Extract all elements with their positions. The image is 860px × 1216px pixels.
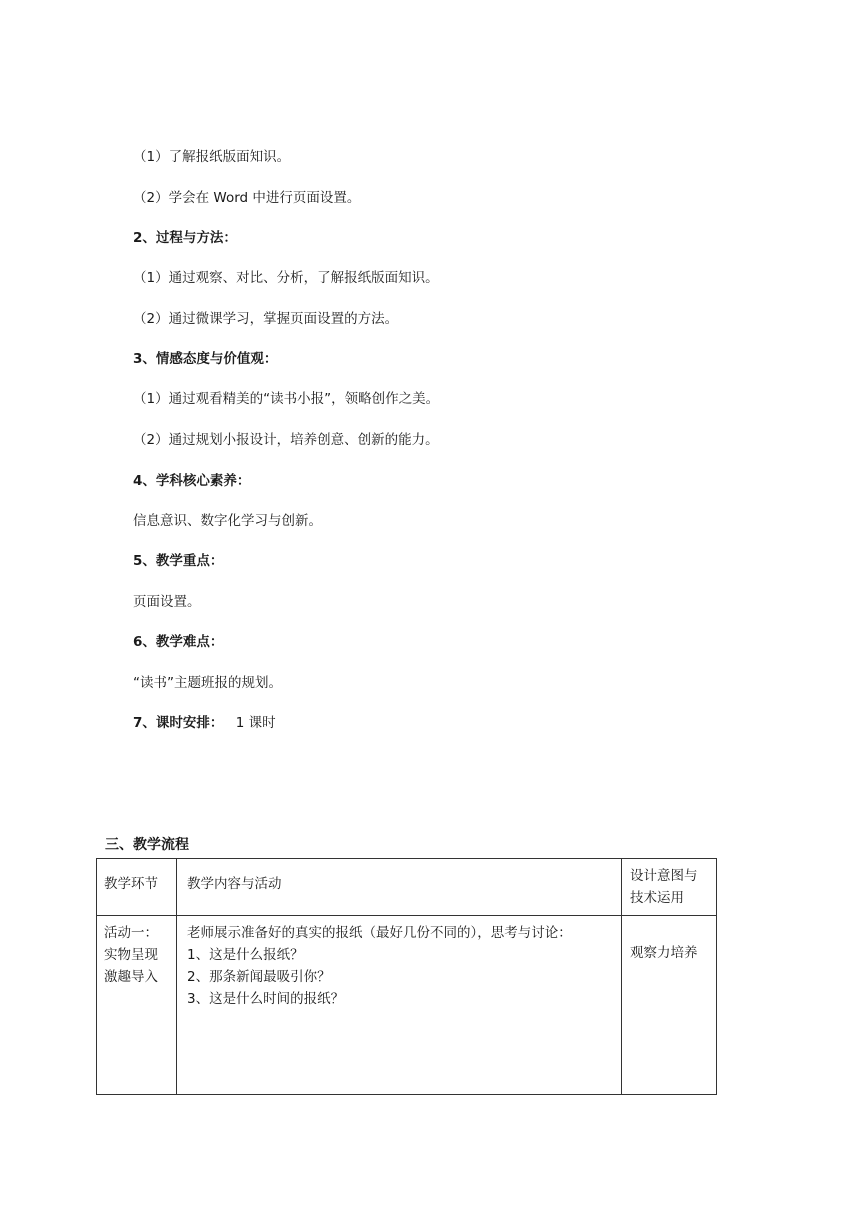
schedule-line [133, 713, 276, 733]
core-literacy-text: 信息意识、数字化学习与创新。 [133, 513, 322, 529]
key-points-text: 页面设置。 [133, 594, 201, 610]
row1-content [177, 916, 622, 1095]
heading-core-literacy: 4、学科核心素养： [133, 473, 251, 489]
heading-attitude-values: 3、情感态度与价值观： [133, 351, 278, 367]
table-row [97, 916, 717, 1095]
row1-content-line4: 3、这是什么时间的报纸？ [187, 991, 345, 1007]
heading-difficulties: 6、教学难点： [133, 634, 224, 650]
row1-content-line1: 老师展示准备好的真实的报纸（最好几份不同的），思考与讨论： [187, 925, 572, 941]
header-purpose-line1: 设计意图与 [630, 868, 698, 884]
header-purpose [622, 859, 717, 916]
header-content: 教学内容与活动 [177, 859, 622, 916]
objective-3-1: （1）通过观看精美的“读书小报”，领略创作之美。 [133, 391, 440, 407]
schedule-text: 1 课时 [235, 715, 276, 731]
teaching-flow-table [96, 858, 717, 1095]
row1-stage-line2: 实物呈现 [104, 947, 158, 963]
table-header-row [97, 859, 717, 916]
heading-process-methods: 2、过程与方法： [133, 230, 237, 246]
row1-content-line3: 2、那条新闻最吸引你？ [187, 969, 331, 985]
row1-stage-line3: 激趣导入 [104, 969, 158, 985]
objective-2-2: （2）通过微课学习，掌握页面设置的方法。 [133, 311, 399, 327]
objective-2-1: （1）通过观察、对比、分析，了解报纸版面知识。 [133, 270, 439, 286]
row1-stage [97, 916, 177, 1095]
header-stage: 教学环节 [97, 859, 177, 916]
objective-1-1: （1）了解报纸版面知识。 [133, 149, 291, 165]
row1-content-line2: 1、这是什么报纸？ [187, 947, 304, 963]
row1-purpose-cell [622, 916, 717, 1095]
heading-key-points: 5、教学重点： [133, 553, 224, 569]
row1-stage-line1: 活动一： [104, 925, 158, 941]
header-purpose-line2: 技术运用 [630, 890, 684, 906]
heading-schedule: 7、课时安排： [133, 715, 224, 731]
objective-1-2: （2）学会在 Word 中进行页面设置。 [133, 190, 361, 206]
objective-3-2: （2）通过规划小报设计，培养创意、创新的能力。 [133, 432, 439, 448]
row1-purpose: 观察力培养 [630, 945, 698, 961]
difficulties-text: “读书”主题班报的规划。 [133, 675, 282, 691]
section-title: 三、教学流程 [105, 837, 189, 853]
